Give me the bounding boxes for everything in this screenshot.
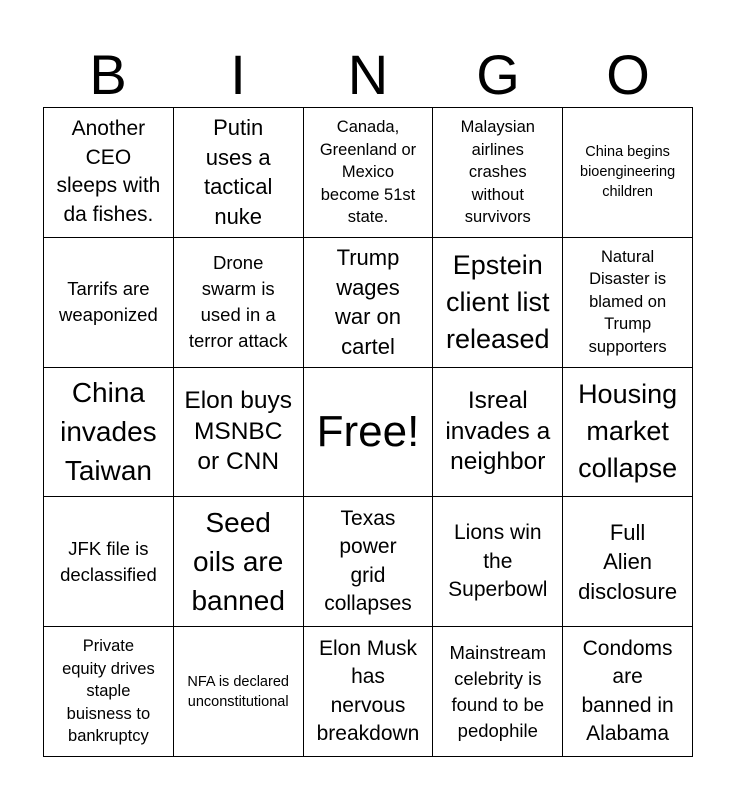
cell-text: China invades Taiwan xyxy=(60,377,157,487)
bingo-cell[interactable] xyxy=(174,627,304,757)
bingo-board xyxy=(43,107,693,757)
bingo-cell[interactable] xyxy=(174,238,304,368)
bingo-cell[interactable] xyxy=(304,108,434,238)
bingo-cell[interactable] xyxy=(44,108,174,238)
bingo-cell[interactable] xyxy=(433,627,563,757)
cell-text: Lions win the Superbowl xyxy=(448,521,548,602)
cell-text: Drone swarm is used in a terror attack xyxy=(188,252,288,352)
bingo-cell[interactable] xyxy=(433,108,563,238)
bingo-cell[interactable] xyxy=(563,108,693,238)
bingo-cell[interactable] xyxy=(304,238,434,368)
cell-text: Tarrifs are weaponized xyxy=(59,278,158,326)
cell-text: Seed oils are banned xyxy=(191,507,285,617)
cell-text: Elon Musk has nervous breakdown xyxy=(316,636,420,746)
bingo-cell[interactable] xyxy=(44,497,174,627)
cell-text: Canada, Greenland or Mexico become 51st state. xyxy=(319,118,417,227)
bingo-cell[interactable] xyxy=(433,238,563,368)
bingo-cell[interactable] xyxy=(174,497,304,627)
cell-text: Putin uses a tactical nuke xyxy=(203,115,273,229)
bingo-cell[interactable] xyxy=(304,627,434,757)
cell-text: Malaysian airlines crashes without survivors xyxy=(460,118,535,227)
bingo-cell[interactable] xyxy=(563,368,693,498)
cell-text: Trump wages war on cartel xyxy=(334,245,402,359)
bingo-cell[interactable] xyxy=(44,368,174,498)
cell-text: Elon buys MSNBC or CNN xyxy=(184,387,292,476)
header-letter-b: B xyxy=(89,43,127,106)
cell-text: Full Alien disclosure xyxy=(578,519,678,604)
bingo-header xyxy=(43,42,693,108)
cell-text: Isreal invades a neighbor xyxy=(445,387,551,476)
cell-text: JFK file is declassified xyxy=(60,537,157,585)
cell-text: Texas power grid collapses xyxy=(324,506,412,616)
bingo-cell[interactable] xyxy=(563,238,693,368)
cell-text: China begins bioengineering children xyxy=(580,144,676,201)
free-space-text: Free! xyxy=(316,406,420,456)
header-letter-g: G xyxy=(476,43,520,106)
cell-text: NFA is declared unconstitutional xyxy=(187,673,289,710)
bingo-cell[interactable] xyxy=(174,108,304,238)
cell-text: Another CEO sleeps with da fishes. xyxy=(56,117,161,226)
header-letter-n: N xyxy=(347,43,389,106)
cell-text: Housing market collapse xyxy=(578,379,678,484)
cell-text: Epstein client list released xyxy=(446,249,550,354)
free-space-cell[interactable] xyxy=(304,368,434,498)
header-letter-o: O xyxy=(606,43,650,106)
cell-text: Mainstream celebrity is found to be pedophile xyxy=(449,641,547,741)
bingo-cell[interactable] xyxy=(563,497,693,627)
cell-text: Condoms are banned in Alabama xyxy=(581,636,674,746)
bingo-cell[interactable] xyxy=(174,368,304,498)
bingo-cell[interactable] xyxy=(44,627,174,757)
bingo-cell[interactable] xyxy=(44,238,174,368)
bingo-cell[interactable] xyxy=(304,497,434,627)
cell-text: Natural Disaster is blamed on Trump supporters xyxy=(588,247,667,356)
cell-text: Private equity drives staple buisness to bankruptcy xyxy=(62,637,155,746)
bingo-cell[interactable] xyxy=(563,627,693,757)
bingo-cell[interactable] xyxy=(433,368,563,498)
bingo-cell[interactable] xyxy=(433,497,563,627)
header-letter-i: I xyxy=(230,43,246,106)
